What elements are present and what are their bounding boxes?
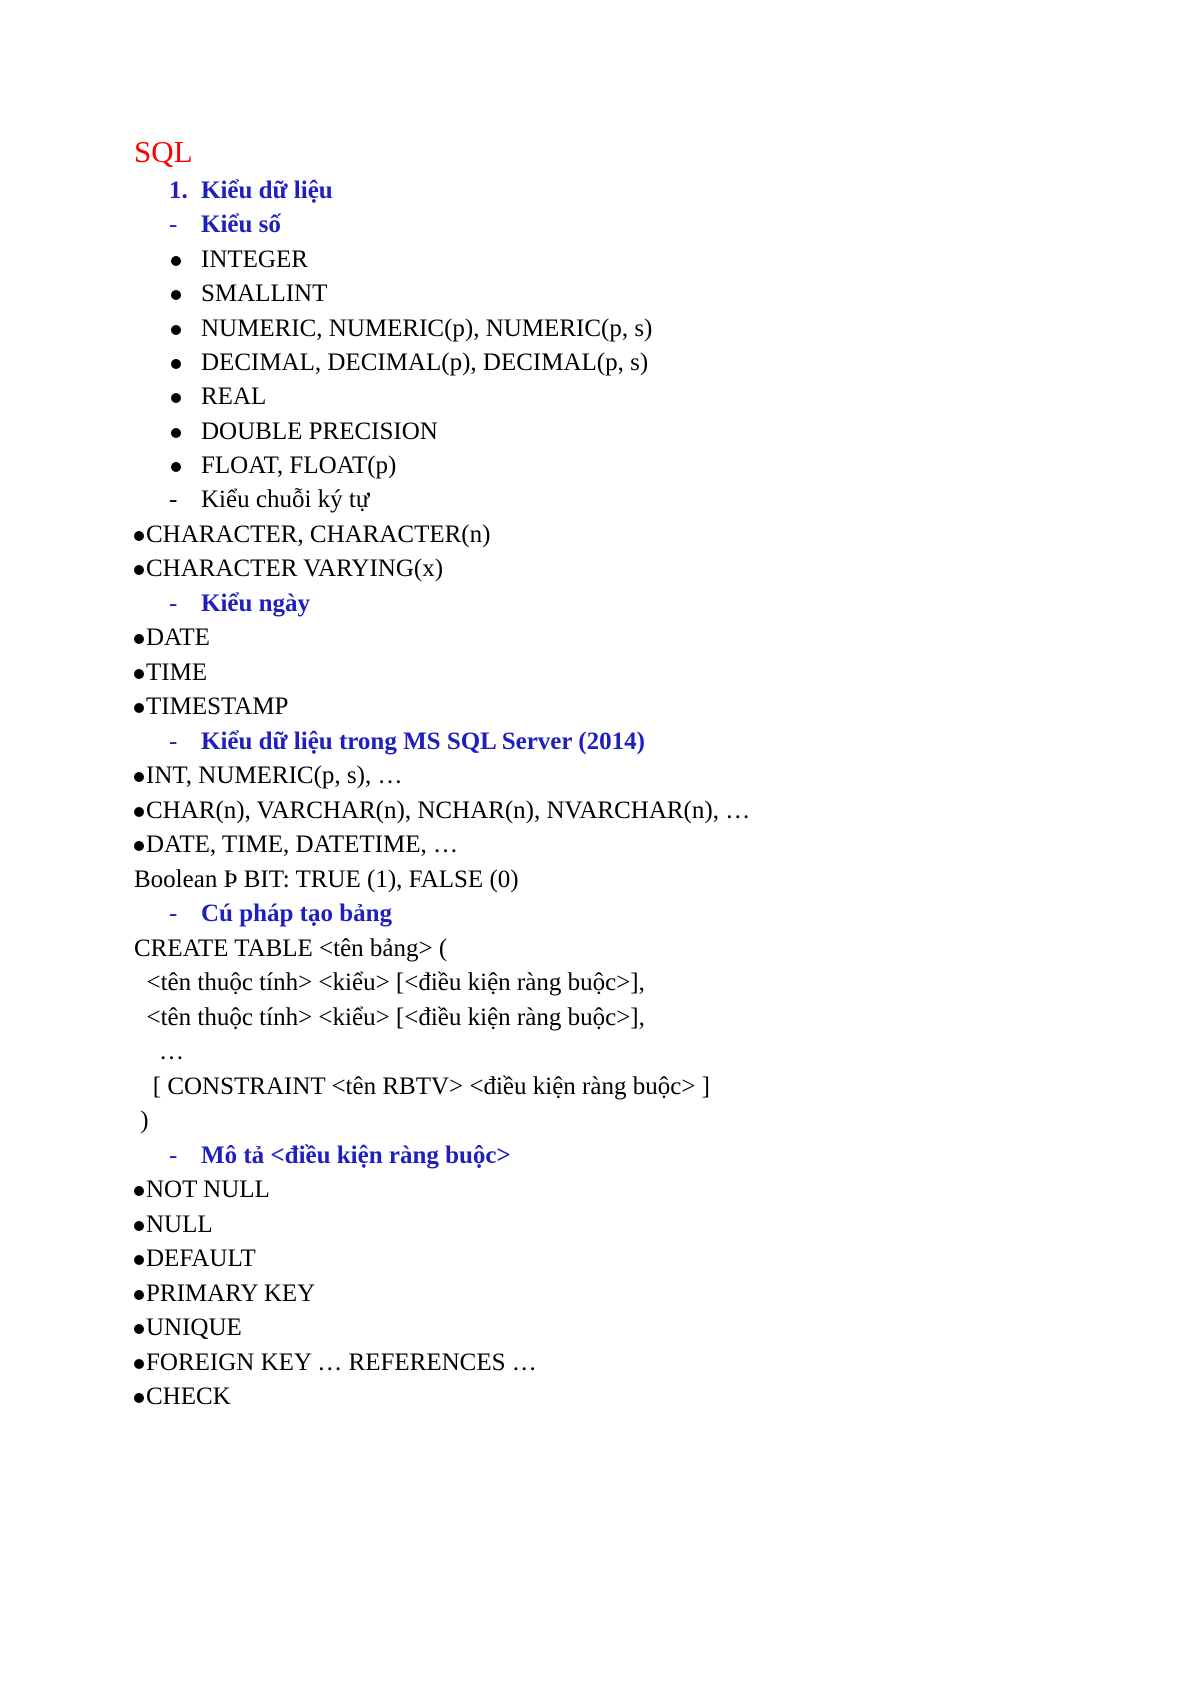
list-item-text: REAL: [201, 383, 267, 410]
bullet-icon: [171, 290, 181, 300]
subheading-label: Kiểu ngày: [201, 590, 311, 617]
subheading-date: [0, 589, 311, 619]
dash-marker: -: [169, 900, 178, 927]
bullet-icon: [134, 1393, 144, 1403]
list-item: [134, 796, 750, 826]
list-item-text: SMALLINT: [201, 280, 328, 307]
list-item: [134, 692, 288, 722]
list-item: [134, 1210, 213, 1240]
list-item-text: DECIMAL, DECIMAL(p), DECIMAL(p, s): [201, 349, 649, 376]
list-item-text: CHAR(n), VARCHAR(n), NCHAR(n), NVARCHAR(n), …: [146, 797, 751, 824]
list-item-text: INT, NUMERIC(p, s), …: [146, 762, 403, 789]
bullet-icon: [134, 1186, 144, 1196]
bullet-icon: [134, 1359, 144, 1369]
bullet-icon: [171, 325, 181, 335]
list-item: [134, 830, 458, 860]
bullet-icon: [134, 807, 144, 817]
dash-marker: -: [169, 590, 178, 617]
list-item-text: NOT NULL: [146, 1176, 270, 1203]
subheading-mssql: [0, 727, 645, 757]
code-line: <tên thuộc tính> <kiểu> [<điều kiện ràng buộc>],: [134, 969, 645, 996]
bullet-icon: [134, 669, 144, 679]
bullet-icon: [134, 531, 144, 541]
list-item: [134, 1175, 270, 1205]
list-item: [134, 658, 207, 688]
dash-marker: -: [169, 211, 178, 238]
list-item-text: FLOAT, FLOAT(p): [201, 452, 397, 479]
section-number: 1.: [169, 177, 188, 204]
subheading-label: Kiểu dữ liệu trong MS SQL Server (2014): [201, 728, 645, 755]
list-item: [134, 1348, 537, 1378]
list-item: [134, 623, 210, 653]
bullet-icon: [171, 359, 181, 369]
boolean-line: Boolean Þ BIT: TRUE (1), FALSE (0): [134, 866, 519, 893]
list-item: [134, 554, 443, 584]
subheading-string: [0, 485, 370, 515]
bullet-icon: [134, 772, 144, 782]
list-item-text: CHARACTER, CHARACTER(n): [146, 521, 491, 548]
bullet-icon: [171, 428, 181, 438]
list-item: [134, 1279, 315, 1309]
code-line: …: [134, 1038, 184, 1065]
subheading-label: Kiểu chuỗi ký tự: [201, 486, 370, 513]
code-line: <tên thuộc tính> <kiểu> [<điều kiện ràng buộc>],: [134, 1004, 645, 1031]
subheading-constraints: [0, 1141, 511, 1171]
subheading-label: Cú pháp tạo bảng: [201, 900, 393, 927]
list-item: [134, 1313, 242, 1343]
list-item-text: NULL: [146, 1211, 213, 1238]
list-item: [134, 761, 402, 791]
bullet-icon: [171, 393, 181, 403]
subheading-numeric: [0, 210, 281, 240]
bullet-icon: [171, 462, 181, 472]
bullet-icon: [134, 841, 144, 851]
bullet-icon: [134, 1255, 144, 1265]
list-item: [134, 1382, 231, 1412]
document-title: SQL: [134, 134, 193, 169]
list-item-text: DATE: [146, 624, 210, 651]
list-item-text: TIMESTAMP: [146, 693, 289, 720]
list-item-text: PRIMARY KEY: [146, 1280, 316, 1307]
list-item-text: FOREIGN KEY … REFERENCES …: [146, 1349, 537, 1376]
section-label: Kiểu dữ liệu: [201, 177, 333, 204]
dash-marker: -: [169, 486, 178, 513]
bullet-icon: [134, 634, 144, 644]
list-item-text: INTEGER: [201, 246, 308, 273]
list-item-text: DATE, TIME, DATETIME, …: [146, 831, 458, 858]
list-item-text: DEFAULT: [146, 1245, 256, 1272]
section-heading-data-types: [0, 176, 333, 206]
bullet-icon: [134, 703, 144, 713]
subheading-label: Kiểu số: [201, 211, 281, 238]
list-item-text: DOUBLE PRECISION: [201, 418, 438, 445]
dash-marker: -: [169, 728, 178, 755]
list-item: [134, 1244, 256, 1274]
bullet-icon: [134, 1221, 144, 1231]
list-item-text: CHARACTER VARYING(x): [146, 555, 444, 582]
bullet-icon: [134, 565, 144, 575]
code-line: ): [134, 1107, 149, 1134]
code-line: [ CONSTRAINT <tên RBTV> <điều kiện ràng buộc> ]: [134, 1073, 711, 1100]
bullet-icon: [134, 1290, 144, 1300]
bullet-icon: [134, 1324, 144, 1334]
dash-marker: -: [169, 1142, 178, 1169]
list-item-text: UNIQUE: [146, 1314, 242, 1341]
bullet-icon: [171, 256, 181, 266]
code-line: CREATE TABLE <tên bảng> (: [134, 935, 448, 962]
list-item-text: NUMERIC, NUMERIC(p), NUMERIC(p, s): [201, 315, 653, 342]
subheading-syntax: [0, 899, 393, 929]
subheading-label: Mô tả <điều kiện ràng buộc>: [201, 1142, 511, 1169]
list-item-text: CHECK: [146, 1383, 231, 1410]
list-item-text: TIME: [146, 659, 208, 686]
list-item: [134, 520, 490, 550]
